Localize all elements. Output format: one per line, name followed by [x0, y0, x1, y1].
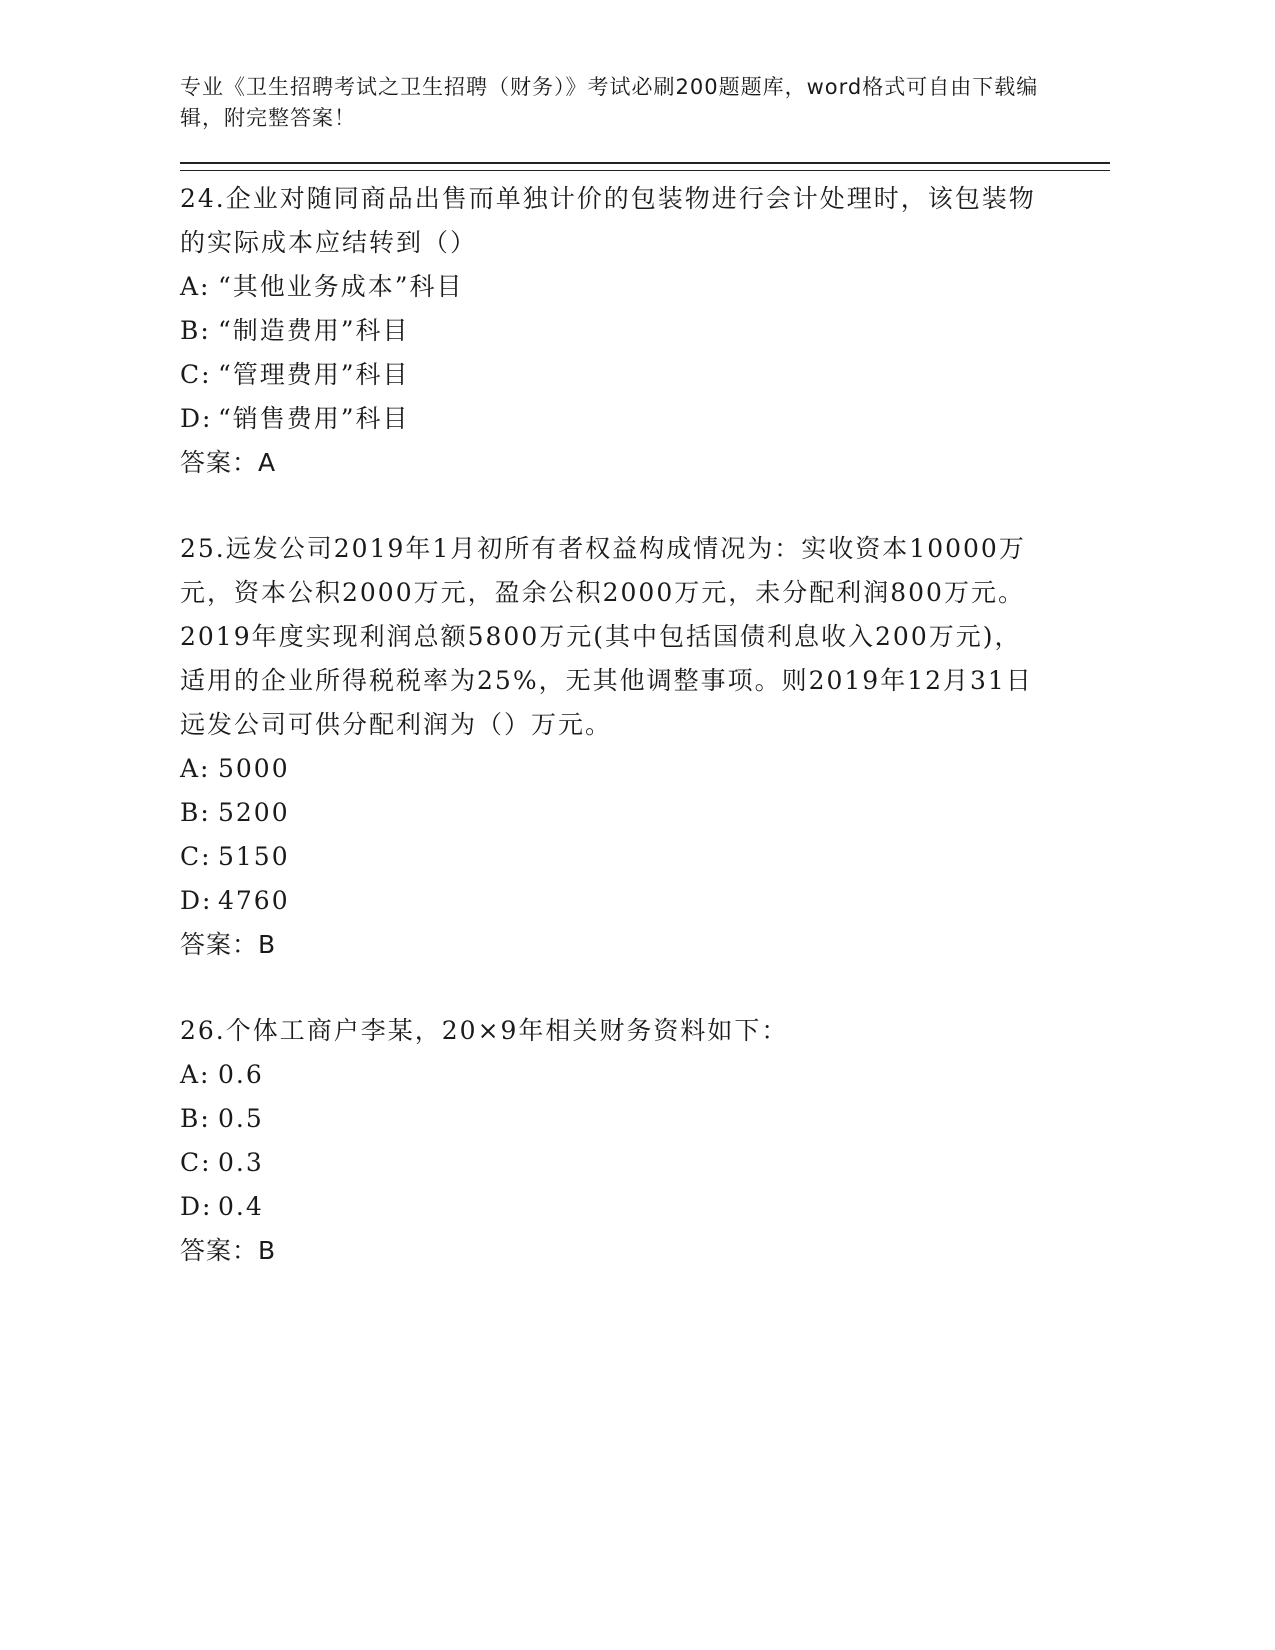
header-divider: [180, 162, 1110, 171]
document-header: 专业《卫生招聘考试之卫生招聘（财务）》考试必刷200题题库，word格式可自由下载编辑，附完整答案！: [180, 75, 1039, 130]
option-d: [180, 1185, 1110, 1229]
answer-line: 答案：B: [180, 1236, 277, 1265]
question-stem: 26.个体工商户李某，20×9年相关财务资料如下：: [180, 1016, 789, 1045]
option-d: [180, 397, 1110, 441]
question-item: [180, 527, 1110, 967]
document-page: [180, 72, 1110, 1273]
option-b: [180, 791, 1110, 835]
option-letter: A:: [180, 754, 211, 783]
option-letter: C:: [180, 360, 212, 389]
option-letter: D:: [180, 886, 213, 915]
option-d: [180, 879, 1110, 923]
option-text: 5200: [218, 798, 290, 827]
option-letter: C:: [180, 1148, 212, 1177]
option-letter: B:: [180, 316, 211, 345]
option-letter: D:: [180, 404, 213, 433]
question-item: [180, 1009, 1110, 1273]
option-text: 0.6: [218, 1060, 264, 1089]
option-letter: B:: [180, 798, 211, 827]
option-letter: C:: [180, 842, 212, 871]
option-c: [180, 835, 1110, 879]
option-a: [180, 747, 1110, 791]
question-stem: 25.远发公司2019年1月初所有者权益构成情况为：实收资本10000万元，资本公积2000万元，盈余公积2000万元，未分配利润800万元。2019年度实现利润总额5800万元(其中包括国债利息收入200万元)，适用的企业所得税税率为25%，无其他调整事项。则2019年12月31日远发公司可供分配利润为（）万元。: [180, 534, 1033, 739]
option-text: “销售费用”科目: [218, 404, 410, 433]
answer-line: 答案：B: [180, 930, 277, 959]
option-b: [180, 1097, 1110, 1141]
option-letter: B:: [180, 1104, 211, 1133]
option-text: 5150: [218, 842, 290, 871]
option-text: 5000: [218, 754, 290, 783]
option-c: [180, 1141, 1110, 1185]
option-letter: D:: [180, 1192, 213, 1221]
option-text: “管理费用”科目: [218, 360, 410, 389]
option-text: 0.3: [218, 1148, 264, 1177]
option-a: [180, 265, 1110, 309]
answer-line: 答案：A: [180, 448, 277, 477]
option-b: [180, 309, 1110, 353]
option-text: 0.4: [218, 1192, 264, 1221]
question-item: [180, 177, 1110, 485]
option-c: [180, 353, 1110, 397]
option-letter: A:: [180, 1060, 211, 1089]
option-text: 0.5: [218, 1104, 264, 1133]
option-text: “制造费用”科目: [218, 316, 410, 345]
question-stem: 24.企业对随同商品出售而单独计价的包装物进行会计处理时，该包装物的实际成本应结转到（）: [180, 184, 1036, 257]
option-letter: A:: [180, 272, 211, 301]
option-a: [180, 1053, 1110, 1097]
option-text: 4760: [218, 886, 290, 915]
option-text: “其他业务成本”科目: [218, 272, 464, 301]
